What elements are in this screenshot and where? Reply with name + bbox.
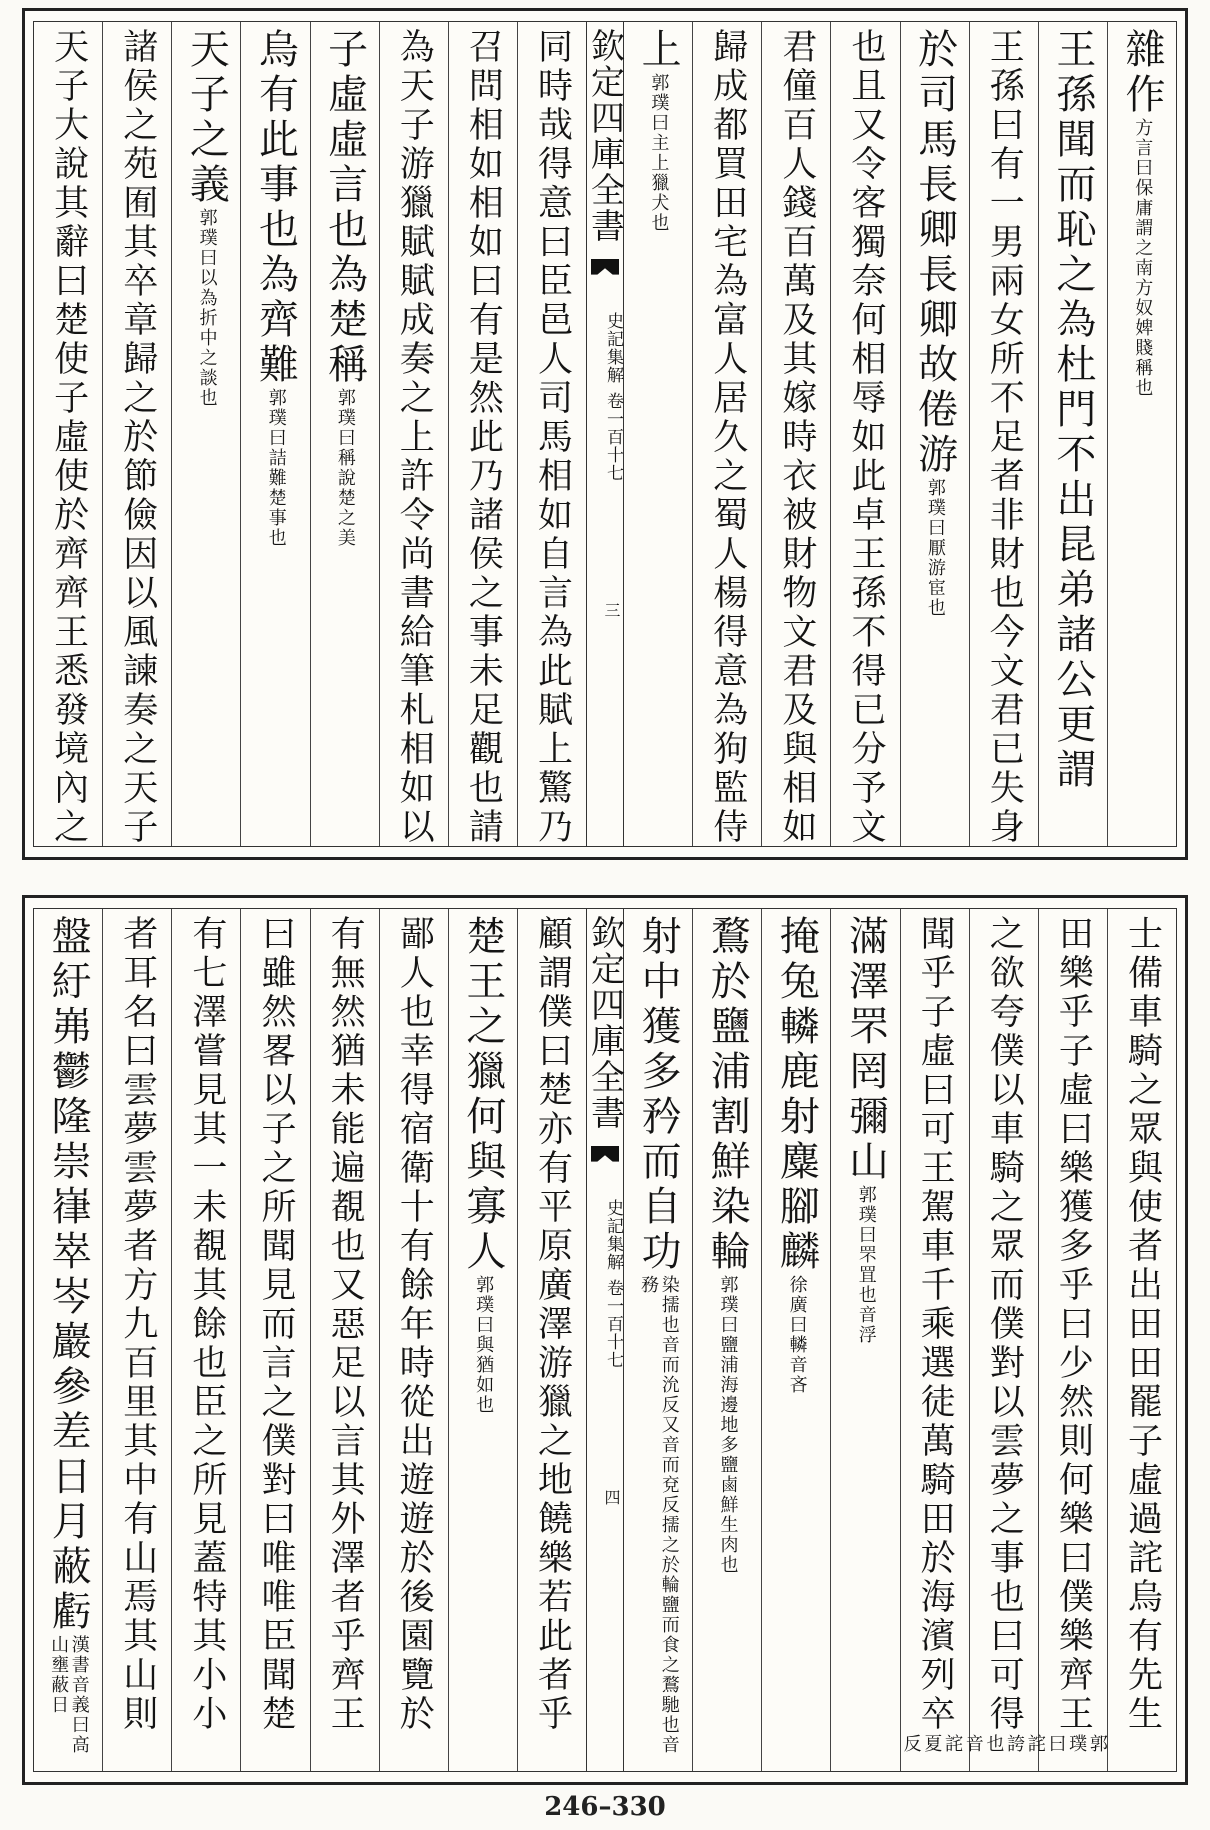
column-main-text: 王孫曰有一男兩女所不足者非財也今文君已失身: [984, 28, 1025, 847]
text-column: [310, 909, 379, 1771]
column-main-text: 子虛虛言也為楚稱: [321, 28, 368, 388]
column-main-text: 楚王之獵何與寡人: [459, 915, 506, 1275]
text-column: [969, 909, 1038, 1771]
volume-label: 卷一百十七: [603, 392, 623, 482]
page-footer-code: 246–330: [544, 1792, 666, 1822]
text-column: [517, 909, 586, 1771]
text-column: [34, 22, 102, 846]
text-column: [624, 909, 692, 1771]
center-title: 欽定四庫全書: [584, 28, 625, 244]
text-column: [517, 22, 586, 846]
text-column: [969, 22, 1038, 846]
lower-left-text-block: [34, 909, 586, 1771]
text-column: [34, 909, 102, 1771]
text-column: [900, 909, 969, 1771]
column-annotation: 方言曰保庸謂之南方奴婢賤稱也: [1132, 118, 1154, 398]
text-column: [692, 22, 761, 846]
text-column: [102, 22, 171, 846]
column-main-text: 天子之義: [183, 28, 230, 208]
column-annotation: 郭璞曰以為折中之談也: [196, 208, 218, 408]
column-annotation: 漢書音義曰高山壅蔽日: [48, 1635, 90, 1755]
lower-page-frame: [33, 908, 1177, 1772]
column-main-text: 有七澤嘗見其一未覩其餘也臣之所見蓋特其小小: [186, 915, 227, 1734]
column-annotation: 郭璞曰稱說楚之美: [334, 388, 356, 548]
column-main-text: 於司馬長卿長卿故倦游: [911, 28, 958, 478]
column-annotation: 郭璞曰鹽浦海邊地多鹽鹵鮮生肉也: [717, 1275, 739, 1575]
book-title: 史記集解: [603, 1199, 623, 1271]
column-main-text: 掩兔轔鹿射麋腳麟: [773, 915, 820, 1275]
volume-label: 卷一百十七: [603, 1279, 623, 1369]
text-column: [379, 22, 448, 846]
column-main-text: 田樂乎子虛曰樂獲多乎曰少然則何樂曰僕樂齊王: [1053, 915, 1094, 1734]
column-annotation: 郭璞曰詰難楚事也: [265, 388, 287, 548]
text-column: [830, 909, 899, 1771]
text-column: [761, 22, 830, 846]
text-column: [171, 909, 240, 1771]
column-main-text: 鶩於鹽浦割鮮染輪: [704, 915, 751, 1275]
text-column: [240, 22, 309, 846]
text-column: [1038, 22, 1107, 846]
upper-center-margin: [586, 22, 624, 846]
lower-right-text-block: [624, 909, 1176, 1771]
column-main-text: 為天子游獵賦賦成奏之上許令尚書給筆札相如以: [394, 28, 435, 847]
column-main-text: 士備車騎之眾與使者出田田罷子虛過詫烏有先生: [1122, 915, 1163, 1734]
upper-page: [22, 8, 1188, 860]
text-column: [102, 909, 171, 1771]
column-main-text: 烏有此事也為齊難: [252, 28, 299, 388]
column-main-text: 滿澤罘罔彌山: [842, 915, 889, 1185]
book-title: 史記集解: [603, 312, 623, 384]
column-main-text: 射中獲多矜而自功: [635, 915, 682, 1275]
column-main-text: 聞乎子虛曰可王駕車千乘選徒萬騎田於海濱列卒: [915, 915, 956, 1734]
text-column: [171, 22, 240, 846]
column-annotation: 郭璞曰罘罝也音浮: [855, 1185, 877, 1345]
text-column: [448, 22, 517, 846]
lower-page: [22, 895, 1188, 1785]
column-main-text: 雜作: [1118, 28, 1165, 118]
column-annotation: 徐廣曰轔音吝: [786, 1275, 808, 1395]
page-number: 三: [602, 602, 621, 618]
text-column: [624, 22, 692, 846]
column-main-text: 歸成都買田宅為富人居久之蜀人楊得意為狗監侍: [707, 28, 748, 847]
column-main-text: 也且又令客獨奈何相辱如此卓王孫不得已分予文: [845, 28, 886, 847]
text-column: [761, 909, 830, 1771]
column-main-text: 諸侯之苑囿其卒章歸之於節儉因以風諫奏之天子: [117, 28, 158, 847]
column-main-text: 之欲夸僕以車騎之眾而僕對以雲夢之事也曰可得: [984, 915, 1025, 1734]
column-main-text: 曰雖然畧以子之所聞見而言之僕對曰唯唯臣聞楚: [255, 915, 296, 1734]
upper-right-text-block: [624, 22, 1176, 846]
column-main-text: 盤紆岪鬱隆崇嵂崒岑巖參差日月蔽虧: [45, 915, 92, 1635]
column-main-text: 召問相如相如曰有是然此乃諸侯之事未足觀也請: [463, 28, 504, 847]
text-column: [900, 22, 969, 846]
text-column: [1107, 909, 1176, 1771]
column-main-text: 天子大說其辭曰楚使子虛使於齊齊王悉發境內之: [48, 28, 89, 847]
column-main-text: 鄙人也幸得宿衛十有餘年時從出遊遊於後園覽於: [394, 915, 435, 1734]
column-main-text: 同時哉得意曰臣邑人司馬相如自言為此賦上驚乃: [532, 28, 573, 847]
text-column: [379, 909, 448, 1771]
text-column: [448, 909, 517, 1771]
center-title: 欽定四庫全書: [584, 915, 625, 1131]
column-main-text: 顧謂僕曰楚亦有平原廣澤游獵之地饒樂若此者乎: [532, 915, 573, 1734]
text-column: [1107, 22, 1176, 846]
fish-tail-mark: [591, 1141, 619, 1167]
column-annotation: 郭璞曰詫誇也音詫夏反: [900, 1734, 1108, 1754]
page-number: 四: [602, 1489, 621, 1505]
column-main-text: 者耳名曰雲夢雲夢者方九百里其中有山焉其山則: [117, 915, 158, 1734]
column-main-text: 王孫聞而恥之為杜門不出昆弟諸公更謂: [1049, 28, 1096, 793]
text-column: [240, 909, 309, 1771]
column-main-text: 上: [635, 28, 682, 73]
column-annotation: 染擩也音而沇反又音而兗反擩之於輪鹽而食之鶩馳也音務: [638, 1275, 680, 1755]
column-annotation: 郭璞曰主上獵犬也: [648, 73, 670, 233]
column-annotation: 郭璞曰厭游宦也: [924, 478, 946, 618]
upper-page-frame: [33, 21, 1177, 847]
text-column: [692, 909, 761, 1771]
text-column: [830, 22, 899, 846]
text-column: [310, 22, 379, 846]
upper-left-text-block: [34, 22, 586, 846]
lower-center-margin: [586, 909, 624, 1771]
column-annotation: 郭璞曰與猶如也: [473, 1275, 495, 1415]
fish-tail-mark: [591, 254, 619, 280]
column-main-text: 君僮百人錢百萬及其嫁時衣被財物文君及與相如: [776, 28, 817, 847]
column-main-text: 有無然猶未能遍覩也又惡足以言其外澤者乎齊王: [325, 915, 366, 1734]
